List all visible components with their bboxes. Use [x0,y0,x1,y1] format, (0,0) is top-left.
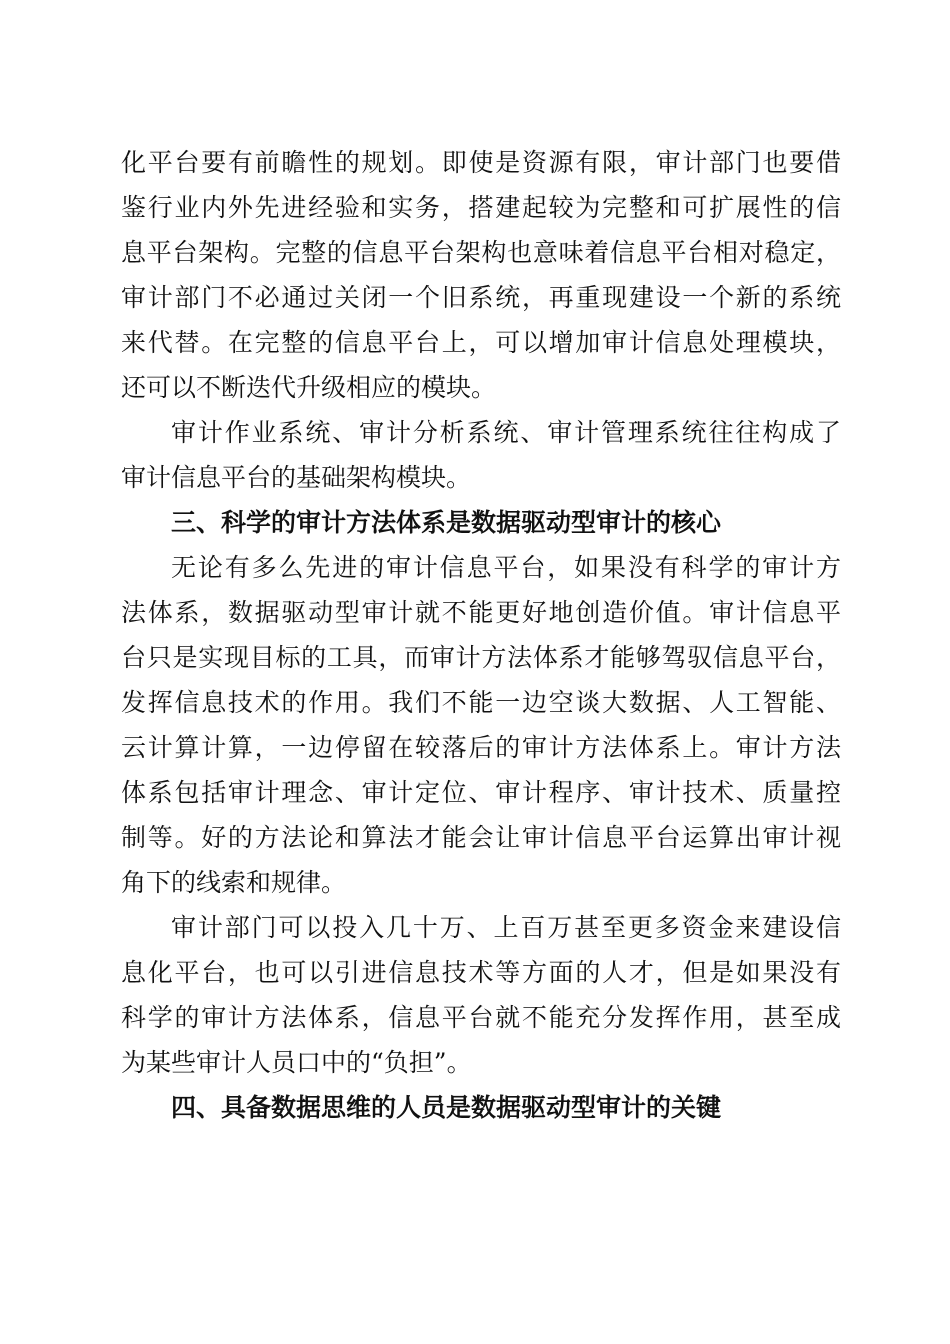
paragraph-1-line-1: 化平台要有前瞻性的规划。即使是资源有限，审计部门也要借 [121,148,841,177]
paragraph-3-line-8: 角下的线索和规律。 [121,868,347,897]
paragraph-3-line-7: 制等。好的方法论和算法才能会让审计信息平台运算出审计视 [121,823,841,852]
paragraph-4-line-2: 息化平台，也可以引进信息技术等方面的人才，但是如果没有 [121,958,841,987]
paragraph-1-line-6: 还可以不断迭代升级相应的模块。 [121,373,497,402]
paragraph-1-line-4: 审计部门不必通过关闭一个旧系统，再重现建设一个新的系统 [121,283,841,312]
paragraph-4-line-4: 为某些审计人员口中的“负担”。 [121,1048,472,1077]
paragraph-4-line-1: 审计部门可以投入几十万、上百万甚至更多资金来建设信 [171,913,841,942]
paragraph-3-line-6: 体系包括审计理念、审计定位、审计程序、审计技术、质量控 [121,778,841,807]
section-heading-4: 四、具备数据思维的人员是数据驱动型审计的关键 [171,1093,722,1122]
paragraph-3-line-2: 法体系，数据驱动型审计就不能更好地创造价值。审计信息平 [121,598,841,627]
paragraph-1-line-3: 息平台架构。完整的信息平台架构也意味着信息平台相对稳定， [121,238,841,267]
paragraph-2-line-1: 审计作业系统、审计分析系统、审计管理系统往往构成了 [171,418,841,447]
paragraph-4-line-3: 科学的审计方法体系，信息平台就不能充分发挥作用，甚至成 [121,1003,841,1032]
paragraph-1-line-5: 来代替。在完整的信息平台上，可以增加审计信息处理模块， [121,328,841,357]
paragraph-1-line-2: 鉴行业内外先进经验和实务，搭建起较为完整和可扩展性的信 [121,193,841,222]
paragraph-3-line-3: 台只是实现目标的工具，而审计方法体系才能够驾驭信息平台， [121,643,841,672]
section-heading-3: 三、科学的审计方法体系是数据驱动型审计的核心 [171,508,722,537]
paragraph-2-line-2: 审计信息平台的基础架构模块。 [121,463,472,492]
paragraph-3-line-1: 无论有多么先进的审计信息平台，如果没有科学的审计方 [171,553,841,582]
paragraph-3-line-5: 云计算计算，一边停留在较落后的审计方法体系上。审计方法 [121,733,841,762]
paragraph-3-line-4: 发挥信息技术的作用。我们不能一边空谈大数据、人工智能、 [121,688,841,717]
